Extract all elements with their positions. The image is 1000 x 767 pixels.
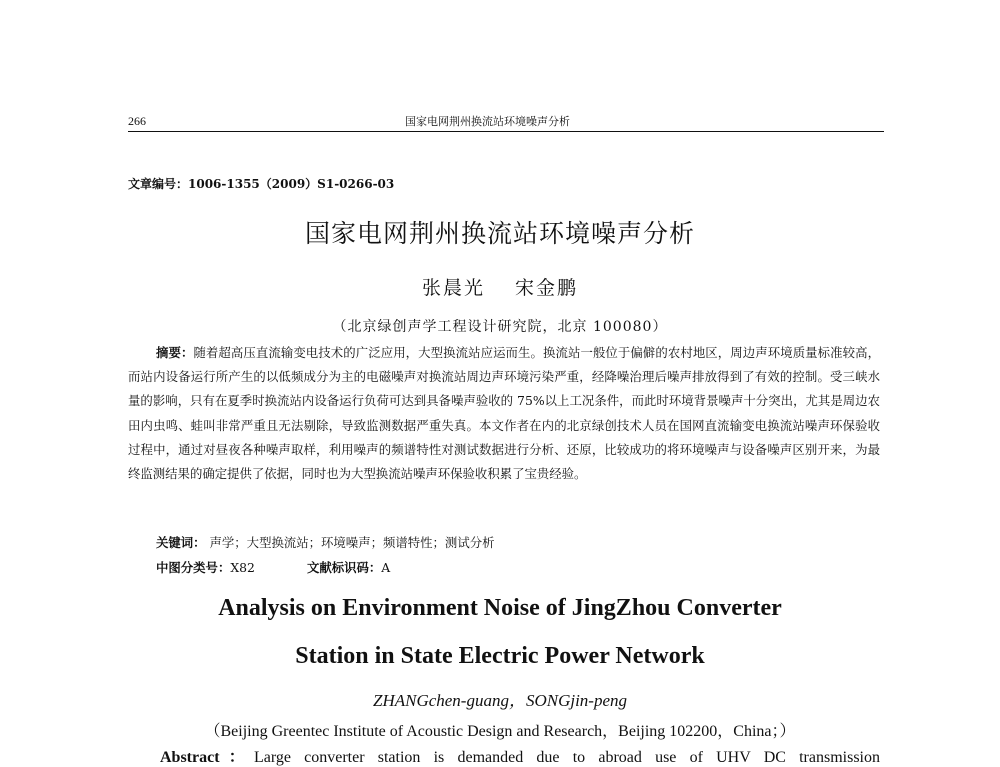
keywords-label: 关键词： — [156, 535, 206, 550]
header-divider — [128, 131, 884, 132]
chinese-abstract-label: 摘要： — [156, 345, 194, 360]
english-affiliation: （Beijing Greentec Institute of Acoustic Design and Research，Beijing 102200，China；） — [204, 723, 796, 740]
chinese-abstract-text: 随着超高压直流输变电技术的广泛应用，大型换流站应运而生。换流站一般位于偏僻的农村地区，周边声环境质量标准较高，而站内设备运行所产生的以低频成分为主的电磁噪声对换流站周边声环境污染严重，经降噪治理后噪声排放得到了有效的控制。受三峡水量的影响，只有在夏季时换流站内设备运行负荷可达到具备噪声验收的 75%以上工况条件，而此时环境背景噪声十分突出，尤其是周边农田内虫鸣、蛙叫非常严重且无法剔除，导致监测数据严重失真。本文作者在内的北京绿创技术人员在国网直流输变电换流站噪声环保验收过程中，通过对昼夜各种噪声取样，利用噪声的频谱特性对测试数据进行分析、还原，比较成功的将环境噪声与设备噪声区别开来，为最终监测结果的确定提供了依据，同时也为大型换流站噪声环保验收积累了宝贵经验。 — [128, 345, 880, 482]
page-number: 266 — [128, 114, 146, 128]
keywords-text: 声学；大型换流站；环境噪声；频谱特性；测试分析 — [209, 535, 495, 550]
chinese-authors: 张晨光 宋金鹏 — [421, 277, 579, 299]
chinese-affiliation: （北京绿创声学工程设计研究院，北京 100080） — [332, 319, 668, 335]
english-authors: ZHANGchen-guang，SONGjin-peng — [372, 691, 628, 710]
chinese-keywords — [156, 533, 495, 551]
english-title-line2: Station in State Electric Power Network — [295, 643, 705, 669]
running-title: 国家电网荆州换流站环境噪声分析 — [405, 115, 570, 128]
english-abstract — [160, 744, 880, 767]
doc-code-value: A — [381, 560, 391, 575]
chinese-abstract — [128, 341, 880, 486]
english-abstract-label: Abstract： — [160, 749, 254, 766]
english-title-line1: Analysis on Environment Noise of JingZhou Converter — [218, 595, 782, 621]
class-label: 中图分类号： — [156, 560, 231, 575]
chinese-title: 国家电网荆州换流站环境噪声分析 — [304, 219, 695, 248]
classification — [156, 558, 390, 576]
doc-code-label: 文献标识码： — [306, 560, 382, 575]
english-abstract-text: Large converter station is demanded due to abroad use of UHV DC transmission — [253, 749, 881, 766]
class-value: X82 — [230, 560, 255, 575]
article-id: 文章编号：1006-1355（2009）S1-0266-03 — [128, 177, 395, 191]
